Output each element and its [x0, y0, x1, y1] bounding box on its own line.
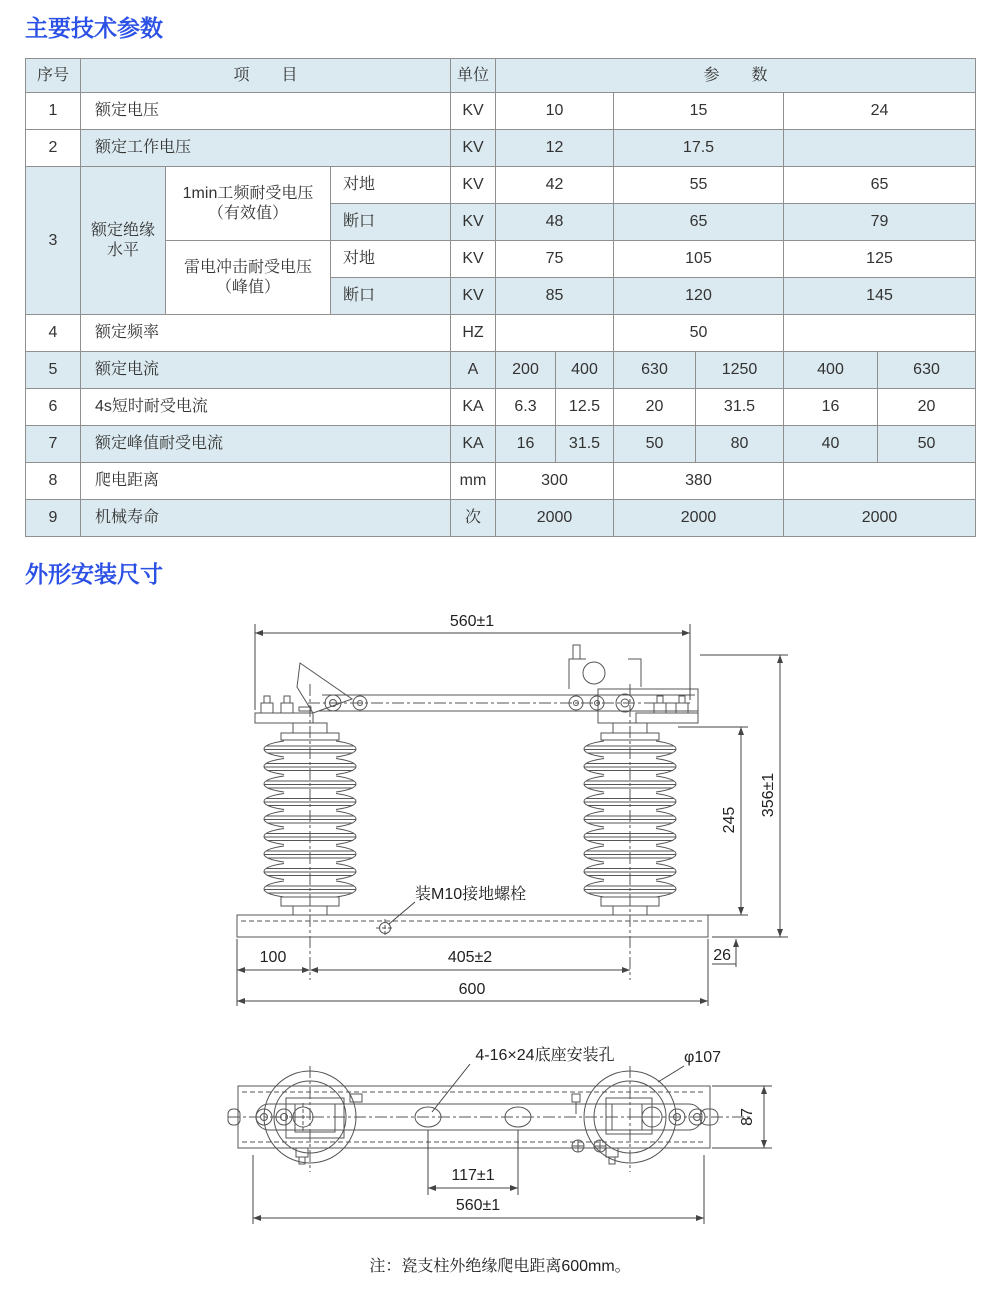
blade-assembly — [255, 645, 698, 723]
dim-text-405: 405±2 — [447, 949, 493, 966]
cell-item: 机械寿命 — [81, 500, 451, 537]
cell-unit: HZ — [451, 315, 496, 352]
holes-label: 4-16×24底座安装孔 — [475, 1047, 615, 1064]
cell-item-line1: 额定绝缘 — [90, 221, 155, 239]
left-terminal-pad — [255, 713, 313, 723]
terminal-bolt — [258, 696, 276, 713]
dim-text-560-top: 560±1 — [449, 613, 495, 630]
cell-value: 65 — [614, 204, 784, 241]
table-row — [26, 463, 976, 500]
table-row — [26, 426, 976, 463]
cell-index: 7 — [26, 426, 81, 463]
cell-value: 15 — [614, 93, 784, 130]
top-view-drawing — [225, 1035, 800, 1240]
cell-value: 12.5 — [556, 389, 614, 426]
table-row — [26, 167, 976, 204]
cell-subitem-line2: （峰值） — [215, 278, 280, 296]
section-title-dimensions: 外形安装尺寸 — [25, 561, 163, 587]
dim-text-560-bottom: 560±1 — [455, 1197, 501, 1214]
section-title-parameters: 主要技术参数 — [25, 15, 163, 41]
cell-item: 额定峰值耐受电流 — [81, 426, 451, 463]
cell-value: 24 — [784, 93, 976, 130]
cell-value: 50 — [614, 426, 696, 463]
cell-value: 16 — [496, 426, 556, 463]
contact-jaw — [297, 663, 352, 713]
terminal-bolt — [651, 696, 669, 713]
footnote: 注：瓷支柱外绝缘爬电距离600mm。 — [369, 1258, 631, 1275]
flange-diameter-label: φ107 — [684, 1049, 722, 1066]
cell-unit: 次 — [451, 500, 496, 537]
cell-value: 6.3 — [496, 389, 556, 426]
dim-text-26: 26 — [713, 947, 731, 964]
cell-side: 对地 — [331, 167, 451, 204]
cell-value: 20 — [878, 389, 976, 426]
cell-item: 额定电压 — [81, 93, 451, 130]
right-terminal-pad — [636, 713, 698, 723]
cell-index: 6 — [26, 389, 81, 426]
cell-index: 3 — [26, 167, 81, 315]
parameters-table — [25, 58, 976, 537]
base-plate — [237, 884, 708, 937]
cell-value: 400 — [556, 352, 614, 389]
right-cap-block — [606, 1098, 652, 1134]
cell-side: 断口 — [331, 204, 451, 241]
insulator-flanges-top-view — [264, 1066, 676, 1172]
cell-subitem-line1: 1min工频耐受电压 — [182, 184, 314, 202]
cell-value: 50 — [878, 426, 976, 463]
holes-callout — [432, 1046, 615, 1112]
dimension-insulator-height — [678, 727, 748, 915]
cell-value: 20 — [614, 389, 696, 426]
cell-side: 对地 — [331, 241, 451, 278]
cell-value: 400 — [784, 352, 878, 389]
terminal-bolt — [673, 696, 691, 713]
cell-item: 爬电距离 — [81, 463, 451, 500]
cell-value: 2000 — [614, 500, 784, 537]
cell-unit: KV — [451, 93, 496, 130]
cell-subitem-line1: 雷电冲击耐受电压 — [183, 258, 312, 276]
table-row — [26, 352, 976, 389]
dim-text-87: 87 — [739, 1108, 756, 1126]
operating-mechanism — [569, 645, 641, 689]
header-unit: 单位 — [451, 59, 496, 93]
cell-index: 1 — [26, 93, 81, 130]
cell-value: 630 — [878, 352, 976, 389]
cell-value: 31.5 — [696, 389, 784, 426]
cell-unit: KA — [451, 426, 496, 463]
cell-value: 300 — [496, 463, 614, 500]
cell-item: 4s短时耐受电流 — [81, 389, 451, 426]
cell-item: 额定工作电压 — [81, 130, 451, 167]
terminal-bolt — [278, 696, 296, 713]
cell-value: 2000 — [784, 500, 976, 537]
cell-value: 50 — [614, 315, 784, 352]
cell-unit: A — [451, 352, 496, 389]
right-bracket — [598, 689, 698, 723]
ground-bolt-label: 装M10接地螺栓 — [415, 886, 527, 903]
cell-value: 48 — [496, 204, 614, 241]
cell-side: 断口 — [331, 278, 451, 315]
dimension-hole-span — [428, 1130, 518, 1195]
dimension-center-span — [310, 949, 630, 970]
dim-text-356: 356±1 — [760, 772, 777, 818]
cell-unit: KV — [451, 167, 496, 204]
cell-value: 12 — [496, 130, 614, 167]
table-row — [26, 389, 976, 426]
cell-unit: KV — [451, 241, 496, 278]
dim-text-245: 245 — [721, 806, 738, 834]
cell-item: 额定电流 — [81, 352, 451, 389]
table-row — [26, 500, 976, 537]
dimension-overall-height — [700, 655, 788, 937]
cell-value: 85 — [496, 278, 614, 315]
cell-value: 16 — [784, 389, 878, 426]
insulators — [264, 684, 676, 980]
cell-value — [784, 130, 976, 167]
cell-item-line2: 水平 — [106, 241, 139, 259]
cell-subitem — [166, 241, 331, 315]
cell-value: 145 — [784, 278, 976, 315]
cell-value: 120 — [614, 278, 784, 315]
cell-value: 55 — [614, 167, 784, 204]
cell-value: 31.5 — [556, 426, 614, 463]
cell-unit: KV — [451, 278, 496, 315]
cell-value: 42 — [496, 167, 614, 204]
cell-index: 9 — [26, 500, 81, 537]
cell-item — [81, 167, 166, 315]
cell-index: 2 — [26, 130, 81, 167]
cell-value: 80 — [696, 426, 784, 463]
cell-value: 17.5 — [614, 130, 784, 167]
header-item: 项 目 — [81, 59, 451, 93]
cell-value — [784, 315, 976, 352]
cell-value: 105 — [614, 241, 784, 278]
cell-value: 10 — [496, 93, 614, 130]
cell-value — [784, 463, 976, 500]
cell-unit: KV — [451, 204, 496, 241]
table-row — [26, 130, 976, 167]
header-param: 参 数 — [496, 59, 976, 93]
cell-value: 40 — [784, 426, 878, 463]
dimension-base-thickness — [712, 939, 736, 967]
cell-unit: KV — [451, 130, 496, 167]
diameter-callout — [658, 1049, 721, 1082]
cell-value: 630 — [614, 352, 696, 389]
cell-value: 125 — [784, 241, 976, 278]
table-row — [26, 315, 976, 352]
cell-unit: mm — [451, 463, 496, 500]
dim-text-600: 600 — [458, 981, 486, 998]
cell-value: 200 — [496, 352, 556, 389]
cell-value — [496, 315, 614, 352]
cell-value: 75 — [496, 241, 614, 278]
cell-item: 额定频率 — [81, 315, 451, 352]
cell-value: 1250 — [696, 352, 784, 389]
cell-subitem-line2: （有效值） — [207, 204, 288, 222]
cell-value: 79 — [784, 204, 976, 241]
cell-index: 8 — [26, 463, 81, 500]
table-row — [26, 93, 976, 130]
table-row — [26, 241, 976, 278]
cell-unit: KA — [451, 389, 496, 426]
cell-value: 65 — [784, 167, 976, 204]
cell-value: 380 — [614, 463, 784, 500]
cell-index: 5 — [26, 352, 81, 389]
side-view-drawing — [230, 605, 800, 1020]
cell-subitem — [166, 167, 331, 241]
dim-text-100: 100 — [259, 949, 287, 966]
cell-value: 2000 — [496, 500, 614, 537]
cell-index: 4 — [26, 315, 81, 352]
dimension-left-offset — [237, 939, 310, 1006]
dimension-mount-span — [253, 1155, 704, 1224]
header-index: 序号 — [26, 59, 81, 93]
table-header-row — [26, 59, 976, 93]
dim-text-117: 117±1 — [451, 1167, 495, 1184]
